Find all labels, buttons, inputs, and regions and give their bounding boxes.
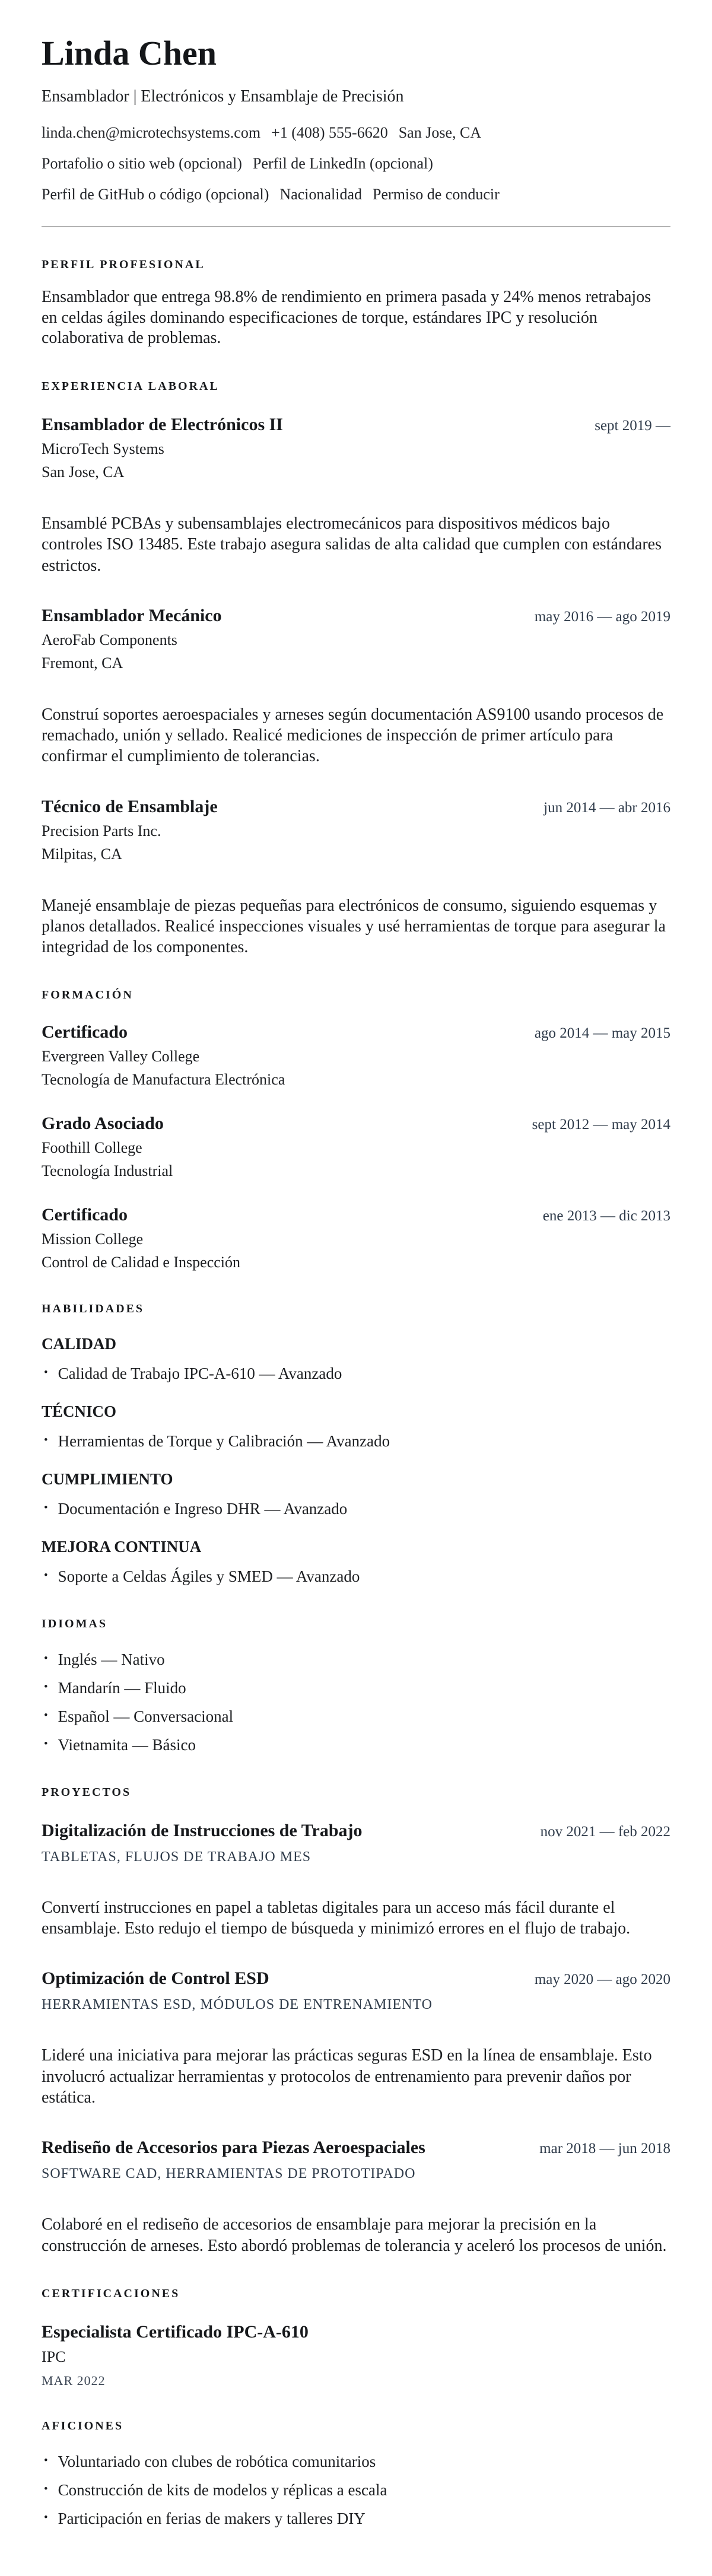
job-description: Ensamblé PCBAs y subensamblajes electromecánicos para dispositivos médicos bajo controles ISO 13485. Este trabajo asegura salidas de alta calidad que cumplen con estándares estrictos.: [42, 514, 662, 575]
project-tools: HERRAMIENTAS ESD, MÓDULOS DE ENTRENAMIENTO: [42, 1997, 433, 2013]
certification-issuer: IPC: [42, 2348, 66, 2365]
experience-entry: [42, 797, 670, 958]
bullet-icon: •: [44, 2482, 48, 2495]
skill-item: [42, 1499, 670, 1519]
project-title: Optimización de Control ESD: [42, 1968, 269, 1989]
hobby-item: [42, 2452, 670, 2472]
school-name: Evergreen Valley College: [42, 1048, 200, 1066]
skill-group: [42, 1335, 670, 1384]
certification-name: Especialista Certificado IPC-A-610: [42, 2321, 309, 2342]
experience-entry-header: [42, 606, 670, 626]
job-title: Técnico de Ensamblaje: [42, 796, 218, 816]
project-description: Colaboré en el rediseño de accesorios de ensamblaje para mejorar la precisión en la construcción de arneses. Esto abordó problemas de tolerancia y aceleró los procesos de unión.: [42, 2215, 667, 2255]
degree-name: Certificado: [42, 1022, 128, 1042]
field-of-study: Tecnología Industrial: [42, 1162, 173, 1180]
projects-heading: PROYECTOS: [42, 1785, 132, 1799]
contact-row-secondary: [42, 155, 670, 173]
skill-item-label: Documentación e Ingreso DHR — Avanzado: [58, 1500, 348, 1518]
job-description: Manejé ensamblaje de piezas pequeñas para electrónicos de consumo, siguiendo esquemas y planos detallados. Realicé inspecciones visuales y usé herramientas de torque para asegurar la integridad de los componentes.: [42, 896, 666, 957]
candidate-name: Linda Chen: [42, 34, 217, 72]
project-tools: SOFTWARE CAD, HERRAMIENTAS DE PROTOTIPADO: [42, 2166, 416, 2182]
project-entry: [42, 1821, 670, 1939]
certification-entry: [42, 2322, 670, 2389]
bullet-icon: •: [44, 2511, 48, 2524]
job-dates: sept 2019 —: [595, 418, 670, 434]
language-item: [42, 1650, 670, 1669]
hobby-item: [42, 2509, 670, 2529]
education-entry-header: [42, 1205, 670, 1225]
profile-heading: PERFIL PROFESIONAL: [42, 257, 205, 271]
bullet-icon: •: [44, 1681, 48, 1694]
skill-group-name: CALIDAD: [42, 1335, 117, 1353]
education-entry: [42, 1022, 670, 1089]
education-dates: sept 2012 — may 2014: [532, 1117, 670, 1133]
hobby-item-label: Construcción de kits de modelos y réplicas a escala: [58, 2480, 387, 2499]
language-list: [42, 1650, 670, 1755]
job-title: Ensamblador de Electrónicos II: [42, 415, 283, 435]
project-title: Digitalización de Instrucciones de Trabajo: [42, 1820, 363, 1840]
project-entry-header: [42, 1821, 670, 1841]
field-of-study: Control de Calidad e Inspección: [42, 1254, 241, 1271]
contact-email: linda.chen@microtechsystems.com: [42, 123, 261, 141]
project-entry: [42, 2138, 670, 2256]
contact-portfolio: Portafolio o sitio web (opcional): [42, 154, 242, 172]
hobby-item-label: Participación en ferias de makers y talleres DIY: [58, 2509, 365, 2527]
project-dates: mar 2018 — jun 2018: [539, 2141, 670, 2157]
experience-entry-header: [42, 415, 670, 435]
field-of-study: Tecnología de Manufactura Electrónica: [42, 1071, 285, 1089]
project-tools: TABLETAS, FLUJOS DE TRABAJO MES: [42, 1849, 312, 1865]
contact-github: Perfil de GitHub o código (opcional): [42, 185, 269, 203]
language-item: [42, 1678, 670, 1698]
project-description: Lideré una iniciativa para mejorar las prácticas seguras ESD en la línea de ensamblaje. Esto involucró actualizar herramientas y protocolos de entrenamiento para prevenir daños por estática.: [42, 2046, 652, 2107]
education-entry-header: [42, 1114, 670, 1134]
certification-date: MAR 2022: [42, 2373, 106, 2388]
school-name: Foothill College: [42, 1139, 142, 1157]
skill-group: [42, 1403, 670, 1451]
project-entry-header: [42, 2138, 670, 2158]
project-dates: may 2020 — ago 2020: [534, 1971, 670, 1988]
project-description: Convertí instrucciones en papel a tabletas digitales para un acceso más fácil durante el ensamblaje. Esto redujo el tiempo de búsqueda y minimizó errores en el flujo de trabajo.: [42, 1898, 631, 1938]
job-dates: jun 2014 — abr 2016: [543, 799, 670, 816]
job-location: Milpitas, CA: [42, 845, 122, 863]
language-item-label: Vietnamita — Básico: [58, 1736, 196, 1754]
skill-item-label: Calidad de Trabajo IPC-A-610 — Avanzado: [58, 1365, 342, 1383]
section-projects: [42, 1786, 670, 2256]
bullet-icon: •: [44, 2454, 48, 2467]
resume-header: [42, 36, 670, 227]
education-dates: ago 2014 — may 2015: [534, 1025, 670, 1042]
skill-item: [42, 1567, 670, 1586]
skill-group-name: TÉCNICO: [42, 1403, 117, 1421]
job-company: AeroFab Components: [42, 631, 177, 648]
languages-heading: IDIOMAS: [42, 1617, 108, 1631]
experience-entry-header: [42, 797, 670, 817]
contact-driving-permit: Permiso de conducir: [373, 185, 500, 203]
skill-group: [42, 1538, 670, 1586]
contact-nationality: Nacionalidad: [279, 185, 363, 203]
section-experience: [42, 380, 670, 958]
hobby-item-label: Voluntariado con clubes de robótica comunitarios: [58, 2452, 376, 2470]
project-entry-header: [42, 1968, 670, 1989]
language-item: [42, 1735, 670, 1755]
job-company: Precision Parts Inc.: [42, 822, 161, 839]
skill-item: [42, 1432, 670, 1451]
experience-entry: [42, 606, 670, 767]
skills-heading: HABILIDADES: [42, 1302, 145, 1316]
project-dates: nov 2021 — feb 2022: [540, 1823, 670, 1840]
education-dates: ene 2013 — dic 2013: [542, 1208, 670, 1225]
experience-heading: EXPERIENCIA LABORAL: [42, 380, 220, 393]
job-description: Construí soportes aeroespaciales y arneses según documentación AS9100 usando procesos de remachado, unión y sellado. Realicé mediciones de inspección de primer artículo para confirmar el cumplimiento de tolerancias.: [42, 705, 664, 766]
skill-group-name: CUMPLIMIENTO: [42, 1470, 173, 1489]
language-item: [42, 1707, 670, 1726]
bullet-icon: •: [44, 1738, 48, 1750]
skill-group: [42, 1470, 670, 1519]
contact-location: San Jose, CA: [398, 123, 482, 141]
hobbies-heading: AFICIONES: [42, 2419, 124, 2432]
education-entry-header: [42, 1022, 670, 1042]
experience-entry: [42, 415, 670, 576]
education-heading: FORMACIÓN: [42, 988, 134, 1002]
section-languages: [42, 1617, 670, 1755]
candidate-headline: Ensamblador | Electrónicos y Ensamblaje de Precisión: [42, 87, 404, 106]
project-title: Rediseño de Accesorios para Piezas Aeroespaciales: [42, 2138, 425, 2158]
skill-item-label: Soporte a Celdas Ágiles y SMED — Avanzado: [58, 1567, 360, 1586]
section-education: [42, 988, 670, 1271]
degree-name: Grado Asociado: [42, 1114, 164, 1134]
section-skills: [42, 1302, 670, 1586]
bullet-icon: •: [44, 1569, 48, 1582]
contact-phone: +1 (408) 555-6620: [271, 123, 388, 141]
skill-item-label: Herramientas de Torque y Calibración — Avanzado: [58, 1432, 390, 1451]
header-divider: [42, 226, 670, 227]
profile-summary: Ensamblador que entrega 98.8% de rendimiento en primera pasada y 24% menos retrabajos en celdas ágiles dominando especificaciones de torque, estándares IPC y resolución colaborativa de problemas.: [42, 287, 651, 348]
skill-item: [42, 1364, 670, 1384]
bullet-icon: •: [44, 1502, 48, 1515]
certifications-heading: CERTIFICACIONES: [42, 2286, 180, 2300]
school-name: Mission College: [42, 1230, 144, 1248]
skill-group-name: MEJORA CONTINUA: [42, 1538, 202, 1556]
education-entry: [42, 1114, 670, 1180]
contact-block: [42, 124, 670, 203]
contact-linkedin: Perfil de LinkedIn (opcional): [252, 154, 433, 172]
job-location: San Jose, CA: [42, 463, 125, 481]
contact-row-primary: [42, 124, 670, 142]
project-entry: [42, 1968, 670, 2108]
job-company: MicroTech Systems: [42, 440, 164, 458]
education-entry: [42, 1205, 670, 1271]
section-profile: [42, 258, 670, 349]
degree-name: Certificado: [42, 1205, 128, 1225]
language-item-label: Mandarín — Fluido: [58, 1679, 186, 1697]
language-item-label: Español — Conversacional: [58, 1707, 234, 1726]
section-hobbies: [42, 2419, 670, 2529]
language-item-label: Inglés — Nativo: [58, 1650, 165, 1669]
bullet-icon: •: [44, 1652, 48, 1665]
job-dates: may 2016 — ago 2019: [534, 608, 670, 625]
bullet-icon: •: [44, 1366, 48, 1379]
job-location: Fremont, CA: [42, 654, 123, 672]
job-title: Ensamblador Mecánico: [42, 605, 222, 625]
bullet-icon: •: [44, 1709, 48, 1722]
contact-row-tertiary: [42, 186, 670, 203]
section-certifications: [42, 2287, 670, 2389]
hobby-list: [42, 2452, 670, 2529]
hobby-item: [42, 2480, 670, 2500]
bullet-icon: •: [44, 1434, 48, 1447]
